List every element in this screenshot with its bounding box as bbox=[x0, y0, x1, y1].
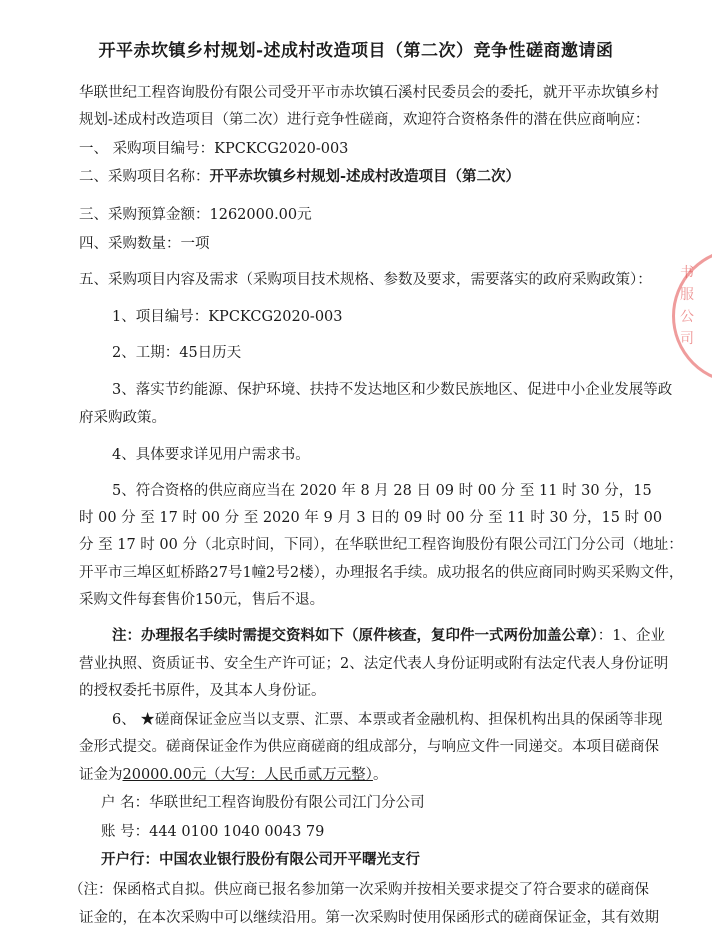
sub-item-3-line-1: 3、落实节约能源、保护环境、扶持不发达地区和少数民族地区、促进中小企业发展等政 bbox=[112, 382, 673, 398]
account-name: 户 名：华联世纪工程咨询股份有限公司江门分公司 bbox=[101, 795, 425, 811]
footnote-line-1: （注：保函格式自拟。供应商已报名参加第一次采购并按相关要求提交了符合要求的磋商保 bbox=[69, 882, 649, 898]
deposit-amount: 20000.00元（大写：人民币贰万元整） bbox=[122, 767, 373, 783]
sub-item-4: 4、具体要求详见用户需求书。 bbox=[112, 447, 310, 463]
note-line-2: 营业执照、资质证书、安全生产许可证；2、法定代表人身份证明或附有法定代表人身份证明 bbox=[79, 656, 669, 672]
sub-item-5-line-3: 分 至 17 时 00 分（北京时间，下同），在华联世纪工程咨询股份有限公司江门分公司（地址： bbox=[79, 537, 683, 553]
footnote-line-2: 证金的，在本次采购中可以继续沿用。第一次采购时使用保函形式的磋商保证金，其有效期 bbox=[79, 910, 659, 926]
seal-text: 书服公司 bbox=[680, 265, 694, 347]
page-title: 开平赤坎镇乡村规划-述成村改造项目（第二次）竞争性磋商邀请函 bbox=[98, 41, 614, 61]
note-line-1 bbox=[112, 626, 665, 646]
item-project-name-value: 开平赤坎镇乡村规划-述成村改造项目（第二次） bbox=[209, 168, 521, 185]
note-bold: 注：办理报名手续时需提交资料如下（原件核查，复印件一式两份加盖公章） bbox=[112, 627, 598, 644]
sub-item-2: 2、工期：45日历天 bbox=[112, 345, 242, 361]
sub-item-5-line-4: 开平市三埠区虹桥路27号1幢2号2楼），办理报名手续。成功报名的供应商同时购买采购文件， bbox=[79, 565, 684, 581]
sub-item-6-line-1: 6、 ★磋商保证金应当以支票、汇票、本票或者金融机构、担保机构出具的保函等非现 bbox=[112, 712, 663, 728]
sub-item-6-line-3 bbox=[79, 765, 387, 785]
sub-item-5-line-1: 5、符合资格的供应商应当在 2020 年 8 月 28 日 09 时 00 分 至 11 时 30 分，15 bbox=[112, 483, 652, 499]
item-budget: 三、采购预算金额：1262000.00元 bbox=[79, 207, 312, 223]
bank-name: 开户行：中国农业银行股份有限公司开平曙光支行 bbox=[101, 851, 420, 868]
item-quantity: 四、采购数量：一项 bbox=[79, 236, 210, 252]
sub-item-5-line-5: 采购文件每套售价150元，售后不退。 bbox=[79, 592, 325, 608]
account-number: 账 号：444 0100 1040 0043 79 bbox=[101, 824, 325, 840]
sub-item-5-line-2: 时 00 分 至 17 时 00 分 至 2020 年 9 月 3 日的 09 时 00 分 至 11 时 30 分，15 时 00 bbox=[79, 510, 663, 526]
item-project-number: 一、 采购项目编号：KPCKCG2020-003 bbox=[79, 141, 349, 157]
deposit-pre: 证金为 bbox=[79, 767, 123, 783]
intro-line-2: 规划-述成村改造项目（第二次）进行竞争性磋商，欢迎符合资格条件的潜在供应商响应： bbox=[79, 112, 650, 128]
item-requirements: 五、采购项目内容及需求（采购项目技术规格、参数及要求，需要落实的政府采购政策）： bbox=[79, 272, 652, 288]
item-project-name-label: 二、采购项目名称： bbox=[79, 169, 210, 185]
intro-line-1: 华联世纪工程咨询股份有限公司受开平市赤坎镇石溪村民委员会的委托，就开平赤坎镇乡村 bbox=[79, 85, 659, 101]
note-line-3: 的授权委托书原件，及其本人身份证。 bbox=[79, 683, 326, 699]
sub-item-3-line-2: 府采购政策。 bbox=[79, 410, 166, 426]
sub-item-6-line-2: 金形式提交。磋商保证金作为供应商磋商的组成部分，与响应文件一同递交。本项目磋商保 bbox=[79, 739, 659, 755]
item-project-name bbox=[79, 167, 520, 187]
deposit-post: 。 bbox=[372, 767, 388, 783]
note-rest: ：1、企业 bbox=[597, 628, 665, 644]
sub-item-1: 1、项目编号：KPCKCG2020-003 bbox=[112, 309, 343, 325]
